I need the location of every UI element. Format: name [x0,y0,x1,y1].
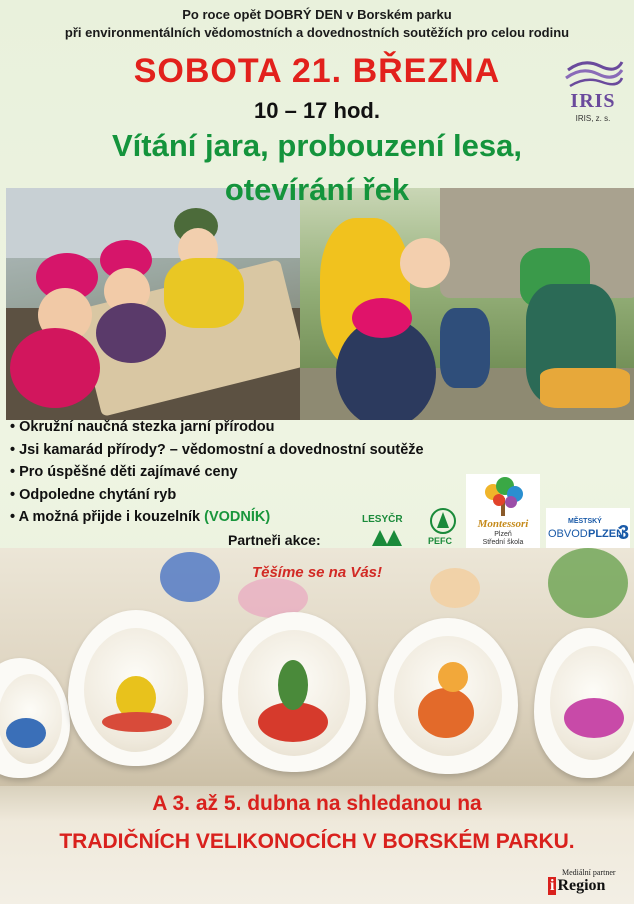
iris-subtitle: IRIS, z. s. [575,114,611,123]
pefc-text: PEFC [428,536,453,546]
footer-line-1: A 3. až 5. dubna na shledanou na [152,792,482,815]
montessori-school: Střední škola [482,539,524,546]
media-partner-label: Mediální partner [562,868,616,877]
lesycr-text: LESYČR [362,514,403,525]
egg [0,658,70,778]
iris-logo-text: IRIS [570,90,616,112]
program-item: • Pro úspěšné děti zajímavé ceny [10,464,238,480]
plzen-number: 3 [618,522,630,544]
program-item: • Jsi kamarád přírody? – vědomostní a dovednostní soutěže [10,441,424,458]
vodnik-highlight: (VODNÍK) [204,509,271,525]
montessori-city: Plzeň [494,531,512,538]
mestsky-text: MĚSTSKÝ [568,518,602,525]
montessori-logo [466,474,540,550]
photo-decorated-eggs [0,548,634,790]
egg [68,610,204,766]
intro-line-2: při environmentálních vědomostních a dovednostních soutěžích pro celou rodinu [64,25,570,40]
egg [378,618,518,774]
headline-line-1: Vítání jara, probouzení lesa, [112,128,522,163]
lesycr-tree-icon [368,528,408,546]
program-item-last [10,506,370,529]
program-item: • Odpoledne chytání ryb [10,486,177,503]
welcome-text: Těšíme se na Vás! [251,564,383,581]
region-logo [548,877,632,895]
event-date: SOBOTA 21. BŘEZNA [133,52,501,90]
iris-logo [560,56,626,126]
photo-family-forest [300,188,634,420]
tree-icon [473,476,533,516]
pefc-logo [424,508,462,548]
intro-line-1: Po roce opět DOBRÝ DEN v Borském parku [182,7,452,22]
obvod-text: OBVOD [548,528,588,540]
event-time: 10 – 17 hod. [254,98,380,123]
program-item: • Okružní naučná stezka jarní přírodou [10,419,275,435]
photo-children-cards [6,188,302,420]
partners-label: Partneři akce: [228,532,321,548]
pefc-tree-icon [428,508,458,534]
headline-line-2: otevírání řek [224,172,410,207]
media-partner [548,868,632,895]
plzen-text: PLZEŇ [588,528,625,540]
lesycr-logo [358,508,416,548]
program-item-text: • A možná přijde i kouzelník [10,509,205,525]
plzen3-logo [546,508,630,548]
region-logo-initial: i [550,877,555,894]
egg [534,628,634,778]
montessori-text: Montessori [477,518,529,530]
egg [222,612,366,772]
footer-line-2: TRADIČNÍCH VELIKONOCÍCH V BORSKÉM PARKU. [59,830,575,853]
region-logo-text: Region [557,877,606,894]
